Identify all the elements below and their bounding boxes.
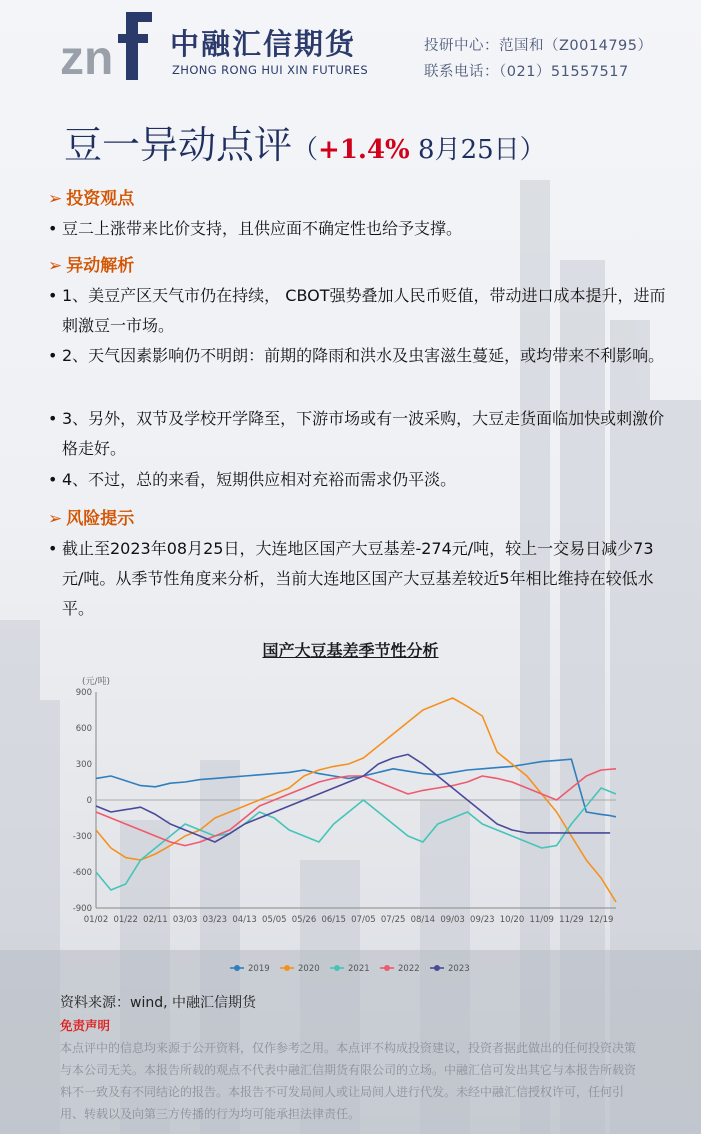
title-main: 豆一异动点评 xyxy=(64,123,293,167)
list-item: • 2、天气因素影响仍不明朗：前期的降雨和洪水及虫害滋生蔓延，或均带来不利影响。 xyxy=(48,341,668,371)
section-view-heading: ➢ 投资观点 xyxy=(48,189,135,209)
section-analysis-heading: ➢ 异动解析 xyxy=(48,256,135,276)
x-tick-label: 11/09 xyxy=(529,915,554,925)
y-tick-label: 900 xyxy=(75,688,92,698)
x-tick-label: 07/05 xyxy=(351,915,376,925)
company-name-cn: 中融汇信期货 xyxy=(170,27,357,61)
x-tick-label: 01/02 xyxy=(83,915,109,925)
arrow-right-icon: ➢ xyxy=(48,189,63,209)
legend-label-2023: 2023 xyxy=(448,964,470,974)
company-name-en: ZHONG RONG HUI XIN FUTURES xyxy=(172,63,369,77)
title-paren-open: （ xyxy=(292,135,319,165)
bullet-icon: • xyxy=(48,286,58,305)
x-tick-label: 02/11 xyxy=(143,915,168,925)
x-tick-label: 03/03 xyxy=(172,915,198,925)
series-line-2019 xyxy=(96,759,616,817)
legend-marker-2019 xyxy=(234,965,240,971)
series-line-2023 xyxy=(96,754,610,842)
x-tick-label: 05/05 xyxy=(262,915,287,925)
list-item: • 1、美豆产区天气市仍在持续， CBOT强势叠加人民币贬值，带动进口成本提升，进而刺激豆一市场。 xyxy=(48,281,668,341)
list-item: • 3、另外，双节及学校开学降至，下游市场或有一波采购，大豆走货面临加快或刺激价格走好。 xyxy=(48,404,668,464)
arrow-right-icon: ➢ xyxy=(48,509,63,529)
chart-title: 国产大豆基差季节性分析 xyxy=(262,641,439,660)
bullet-icon: • xyxy=(48,470,58,489)
x-tick-label: 08/14 xyxy=(410,915,436,925)
y-tick-label: -900 xyxy=(72,904,92,914)
legend-label-2020: 2020 xyxy=(298,964,320,974)
section-risk-heading: ➢ 风险提示 xyxy=(48,509,135,529)
x-tick-label: 04/13 xyxy=(232,915,257,925)
disclaimer-title: 免责声明 xyxy=(60,1018,111,1033)
disclaimer-body: 本点评中的信息均来源于公开资料，仅作参考之用。本点评不构成投资建议，投资者据此做出的任何投资决策与本公司无关。本报告所载的观点不代表中融汇信期货有限公司的立场。中融汇信可发出其它与本报告所载资料不一致及有不同结论的报告。本报告不可发局间人或让局间人进行代发。未经中融汇信授权许可，任何引用、转载以及向第三方传播的行为均可能承担法律责任。 xyxy=(60,1041,637,1121)
x-tick-label: 09/03 xyxy=(440,915,465,925)
y-tick-label: -600 xyxy=(72,868,92,878)
series-line-2022 xyxy=(96,769,616,846)
legend-label-2021: 2021 xyxy=(348,964,370,974)
basis-seasonal-chart xyxy=(60,672,630,982)
list-item: • 豆二上涨带来比价支持，且供应面不确定性也给予支撑。 xyxy=(48,214,668,244)
logo-letters-zn: zn xyxy=(60,32,114,82)
x-tick-label: 11/29 xyxy=(559,915,584,925)
title-date: 8月25日 xyxy=(409,135,520,165)
legend-marker-2023 xyxy=(434,965,440,971)
y-tick-label: -300 xyxy=(72,832,92,842)
bullet-icon: • xyxy=(48,346,58,365)
legend-marker-2022 xyxy=(384,965,390,971)
list-item: • 截止至2023年08月25日，大连地区国产大豆基差-274元/吨，较上一交易日减少73元/吨。从季节性角度来分析，当前大连地区国产大豆基差较近5年相比维持在较低水平。 xyxy=(48,534,668,624)
x-tick-label: 05/26 xyxy=(291,915,317,925)
y-tick-label: 600 xyxy=(75,724,92,734)
company-logo-mark xyxy=(60,12,156,82)
y-tick-label: 0 xyxy=(86,796,92,806)
bullet-icon: • xyxy=(48,539,58,558)
report-title xyxy=(64,114,546,169)
x-tick-label: 06/15 xyxy=(321,915,346,925)
list-item: • 4、不过，总的来看，短期供应相对充裕而需求仍平淡。 xyxy=(48,465,668,495)
legend-label-2019: 2019 xyxy=(248,964,270,974)
title-change: +1.4% xyxy=(318,135,410,165)
y-axis-label: (元/吨) xyxy=(82,677,111,687)
y-tick-label: 300 xyxy=(75,760,92,770)
x-tick-label: 09/23 xyxy=(470,915,495,925)
x-tick-label: 01/22 xyxy=(113,915,138,925)
x-tick-label: 10/20 xyxy=(499,915,525,925)
legend-marker-2021 xyxy=(334,965,340,971)
series-line-2021 xyxy=(96,788,616,890)
title-paren-close: ） xyxy=(519,135,546,165)
source-note: 资料来源：wind, 中融汇信期货 xyxy=(60,995,256,1011)
bullet-icon: • xyxy=(48,409,58,428)
x-tick-label: 12/19 xyxy=(588,915,614,925)
x-tick-label: 07/25 xyxy=(380,915,406,925)
legend-marker-2020 xyxy=(284,965,290,971)
x-tick-label: 03/23 xyxy=(202,915,228,925)
arrow-right-icon: ➢ xyxy=(48,256,63,276)
contact-phone: 联系电话：（021）51557517 xyxy=(424,64,629,80)
contact-research: 投研中心：范国和（Z0014795） xyxy=(424,38,653,54)
legend-label-2022: 2022 xyxy=(398,964,420,974)
bullet-icon: • xyxy=(48,219,58,238)
